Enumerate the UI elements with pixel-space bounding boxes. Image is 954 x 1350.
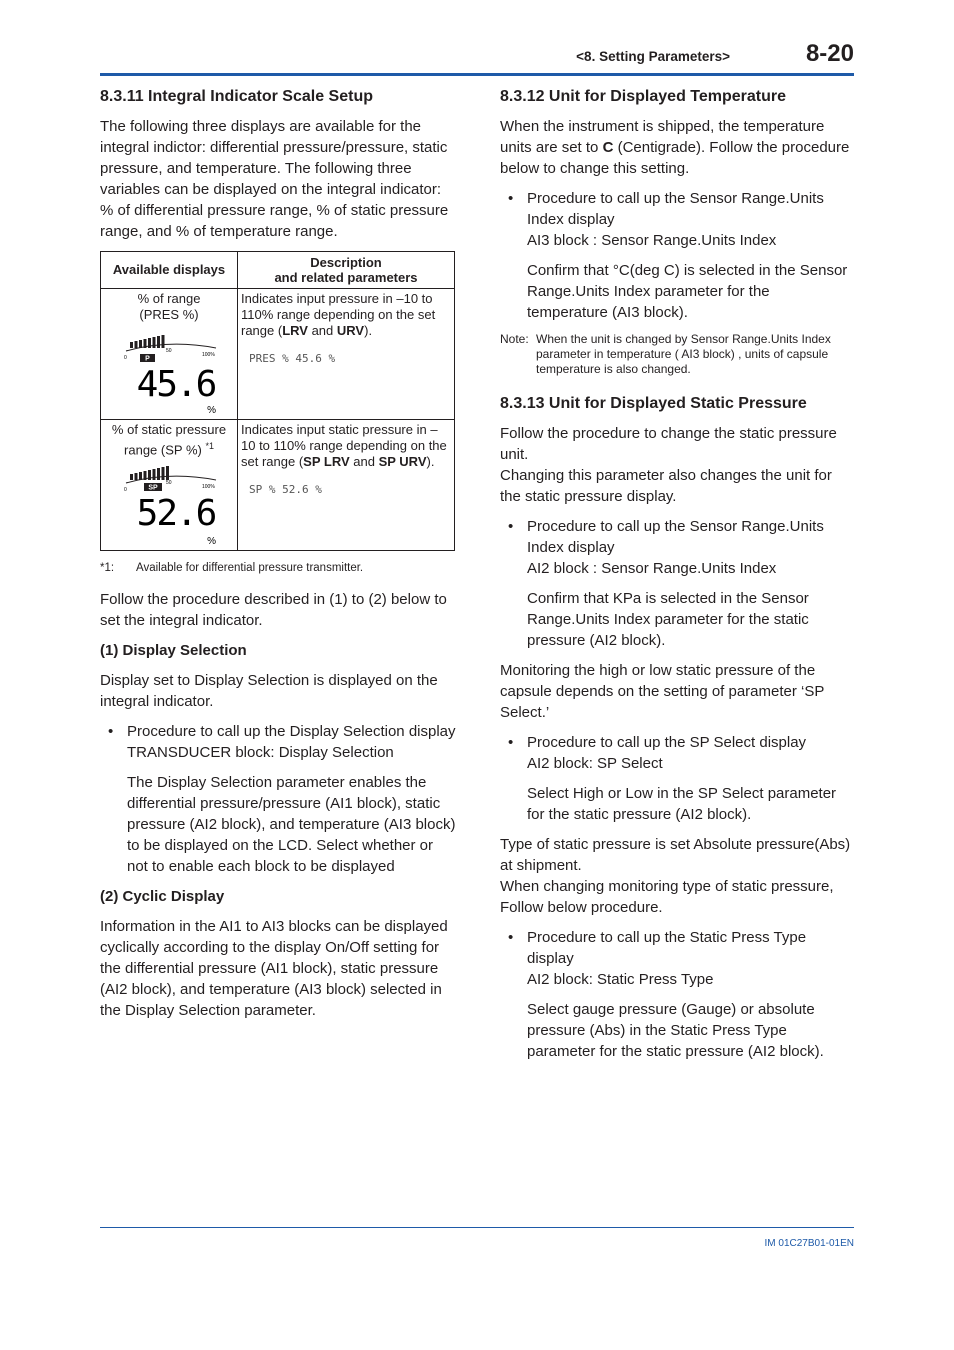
menu-path: AI2 block: Static Press Type — [527, 971, 714, 988]
bar-segment — [135, 473, 138, 480]
bar-segment — [157, 336, 160, 348]
footer-rule — [100, 1227, 854, 1228]
scale-50: 50 — [166, 480, 172, 487]
display-table — [100, 251, 455, 551]
lcd-unit: % — [207, 405, 216, 416]
sp-select-desc: Select High or Low in the SP Select parameter for the static pressure (AI2 block). — [527, 785, 837, 823]
lcd-unit: % — [207, 536, 216, 548]
list-item — [100, 721, 458, 763]
sensor-range-desc: Confirm that KPa is selected in the Sensor Range.Units Index parameter for the static pressure (AI2 block). — [527, 590, 809, 649]
temperature-desc: Confirm that °C(deg C) is selected in the Sensor Range.Units Index parameter for the temperature (AI3 block). — [527, 262, 848, 321]
lcd-tag: SP — [148, 484, 158, 492]
display-label: % of range (PRES %) — [137, 291, 201, 322]
unit-c: C — [602, 139, 614, 156]
static-type-p4: Type of static pressure is set Absolute pressure(Abs) at shipment. — [500, 836, 851, 874]
temp-intro-c: (Centigrade). Follow the procedure below to change this setting. — [500, 139, 850, 177]
menu-path: AI2 block: SP Select — [527, 755, 663, 772]
menu-path: AI3 block : Sensor Range.Units Index — [527, 232, 777, 249]
bar-segment — [130, 342, 133, 348]
row-description-cell — [238, 289, 455, 420]
bar-segment — [153, 337, 156, 348]
lcd-display-sp — [114, 460, 224, 548]
desc-text: Indicates input static pressure in –10 to 110% range depending on the set range ( — [241, 422, 447, 469]
param-sp-lrv: SP LRV — [303, 454, 350, 469]
bullet: • — [508, 190, 514, 207]
note-text: When the unit is changed by Sensor Range.Units Index parameter in temperature ( AI3 block) , units of capsule temperature is also changed. — [536, 332, 831, 376]
desc-text: Indicates input pressure in –10 to 110% range depending on the set range ( — [241, 291, 436, 338]
page-number: 8-20 — [805, 40, 854, 67]
intro-paragraph: The following three displays are available for the integral indictor: differential pressure/pressure, static pressure, and temperature. The following three variables can be displayed on the integral indicator: % of differential pressure range, % of static pressure range, and % of temperature range. — [100, 118, 449, 240]
static-pressure-p1 — [500, 423, 854, 465]
static-type-p5: When changing monitoring type of static pressure, Follow below procedure. — [500, 878, 834, 916]
display-label-text: % of static pressure range (SP %) — [111, 422, 227, 458]
right-column — [500, 86, 854, 1071]
desc-end: ). — [364, 323, 373, 338]
bar-segment — [157, 468, 160, 480]
display-code: PRES % 45.6 % — [249, 352, 336, 365]
subsection-cyclic-display: (2) Cyclic Display — [100, 888, 225, 906]
bar-segment — [162, 467, 165, 480]
procedure-text: Procedure to call up the SP Select display — [527, 734, 807, 751]
bar-segment — [153, 469, 156, 480]
col-header-displays: Available displays — [101, 252, 238, 289]
header-rule — [100, 73, 854, 76]
col-header-description: Description and related parameters — [238, 252, 455, 289]
section-title-8-3-13: 8.3.13 Unit for Displayed Static Pressure — [500, 395, 807, 412]
desc-and: and — [349, 454, 379, 469]
param-urv: URV — [336, 323, 365, 338]
table-header-row — [101, 252, 455, 289]
note-label: Note: — [500, 332, 529, 346]
scale-0: 0 — [124, 355, 127, 361]
procedure-text: Procedure to call up the Static Press Type display — [527, 929, 807, 967]
scale-100: 100% — [202, 484, 215, 491]
left-column — [100, 86, 458, 1030]
scale-0: 0 — [124, 487, 127, 494]
lcd-value: 52.6 — [136, 493, 216, 535]
bar-segment — [130, 474, 133, 480]
param-lrv: LRV — [282, 323, 308, 338]
section-title-8-3-12: 8.3.12 Unit for Displayed Temperature — [500, 88, 787, 105]
cyclic-display-paragraph: Information in the AI1 to AI3 blocks can be displayed cyclically according to the display On/Off setting for the differential pressure (AI1 block), static pressure (AI2 block), and temperature (AI3 block) selected in the Display Selection parameter. — [100, 918, 448, 1020]
row-display-cell — [101, 289, 238, 420]
sp-p1-text: Follow the procedure to change the static pressure unit. — [500, 425, 837, 463]
display-selection-desc: The Display Selection parameter enables the differential pressure/pressure (AI1 block), static pressure (AI2 block), and temperature (AI3 block) to be displayed on the LCD. Select whether or not to enable each block to be displayed — [127, 774, 456, 876]
footnote-text: Available for differential pressure transmitter. — [136, 562, 364, 575]
list-item — [500, 516, 854, 579]
bullet: • — [108, 723, 114, 741]
procedure-text: Procedure to call up the Sensor Range.Units Index display — [527, 518, 824, 556]
lcd-display-pres — [114, 325, 224, 417]
temperature-intro — [500, 116, 854, 179]
bar-segment — [135, 341, 138, 348]
bar-segment — [162, 335, 165, 348]
lcd-value: 45.6 — [136, 364, 216, 405]
note — [500, 332, 854, 377]
desc-end: ). — [426, 454, 435, 469]
section-title-8-3-11: 8.3.11 Integral Indicator Scale Setup — [100, 88, 373, 105]
list-item — [500, 188, 854, 251]
display-code: SP % 52.6 % — [249, 483, 322, 496]
bar-segment — [166, 466, 169, 480]
menu-path: TRANSDUCER block: Display Selection — [127, 744, 394, 762]
desc-and: and — [307, 323, 337, 338]
subsection-display-selection: (1) Display Selection — [100, 642, 247, 660]
menu-path: AI2 block : Sensor Range.Units Index — [527, 560, 777, 577]
footnote-ref: *1 — [205, 441, 214, 451]
procedure-text: Procedure to call up the Display Selection display — [127, 723, 456, 741]
bullet: • — [508, 734, 514, 751]
static-press-type-desc: Select gauge pressure (Gauge) or absolute pressure (Abs) in the Static Press Type parameter for the static pressure (AI2 block). — [527, 1001, 824, 1060]
follow-paragraph: Follow the procedure described in (1) to (2) below to set the integral indicator. — [100, 591, 447, 630]
row-display-cell — [101, 420, 238, 551]
bullet: • — [508, 518, 514, 535]
param-sp-urv: SP URV — [378, 454, 427, 469]
document-id: IM 01C27B01-01EN — [764, 1238, 854, 1249]
row-description-cell — [238, 420, 455, 551]
bar-segment — [139, 340, 142, 348]
table-row — [101, 420, 455, 551]
static-pressure-p2: Changing this parameter also changes the unit for the static pressure display. — [500, 467, 832, 505]
list-item — [500, 927, 854, 990]
bullet: • — [508, 929, 514, 946]
header-chapter: <8. Setting Parameters> — [576, 49, 730, 64]
scale-100: 100% — [202, 352, 215, 358]
temp-intro-a: When the instrument is shipped, the temperature units are set to — [500, 118, 825, 156]
lcd-tag: P — [145, 355, 150, 363]
table-row — [101, 289, 455, 420]
sp-select-paragraph: Monitoring the high or low static pressure of the capsule depends on the setting of parameter ‘SP Select.’ — [500, 662, 825, 721]
procedure-text: Procedure to call up the Sensor Range.Units Index display — [527, 190, 824, 228]
scale-50: 50 — [166, 348, 172, 354]
footnote-label: *1: — [100, 562, 115, 575]
bar-segment — [139, 472, 142, 480]
display-label — [104, 422, 234, 458]
list-item — [500, 732, 854, 774]
display-selection-paragraph: Display set to Display Selection is displayed on the integral indicator. — [100, 672, 438, 711]
table-footnote — [100, 561, 458, 576]
